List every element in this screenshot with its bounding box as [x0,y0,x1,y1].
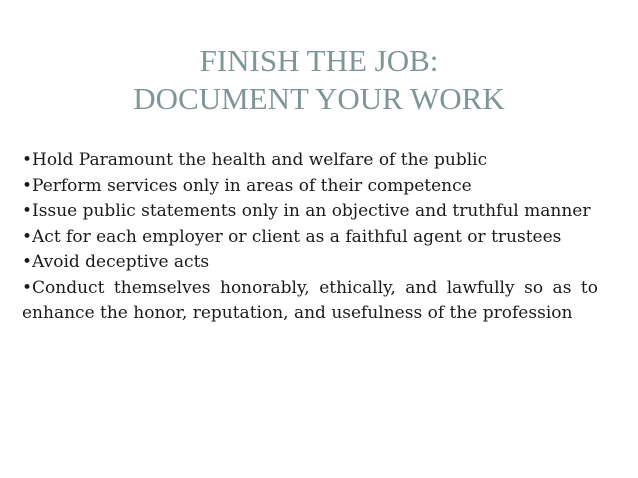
title-line-2: DOCUMENT YOUR WORK [133,81,505,116]
bullet-item: •Issue public statements only in an objective and truthful manner [22,201,591,221]
slide-title [0,42,638,118]
bullet-item: •Conduct themselves honorably, ethically, and lawfully so as to enhance the honor, reputation, and usefulness of the profession [22,277,598,323]
title-line-1: FINISH THE JOB: [199,43,439,78]
bullet-item: •Hold Paramount the health and welfare of the public [22,150,488,170]
bullet-item: •Avoid deceptive acts [22,252,210,272]
bullet-list [22,148,598,327]
bullet-item: •Perform services only in areas of their competence [22,175,472,196]
bullet-item: •Act for each employer or client as a faithful agent or trustees [22,226,562,247]
